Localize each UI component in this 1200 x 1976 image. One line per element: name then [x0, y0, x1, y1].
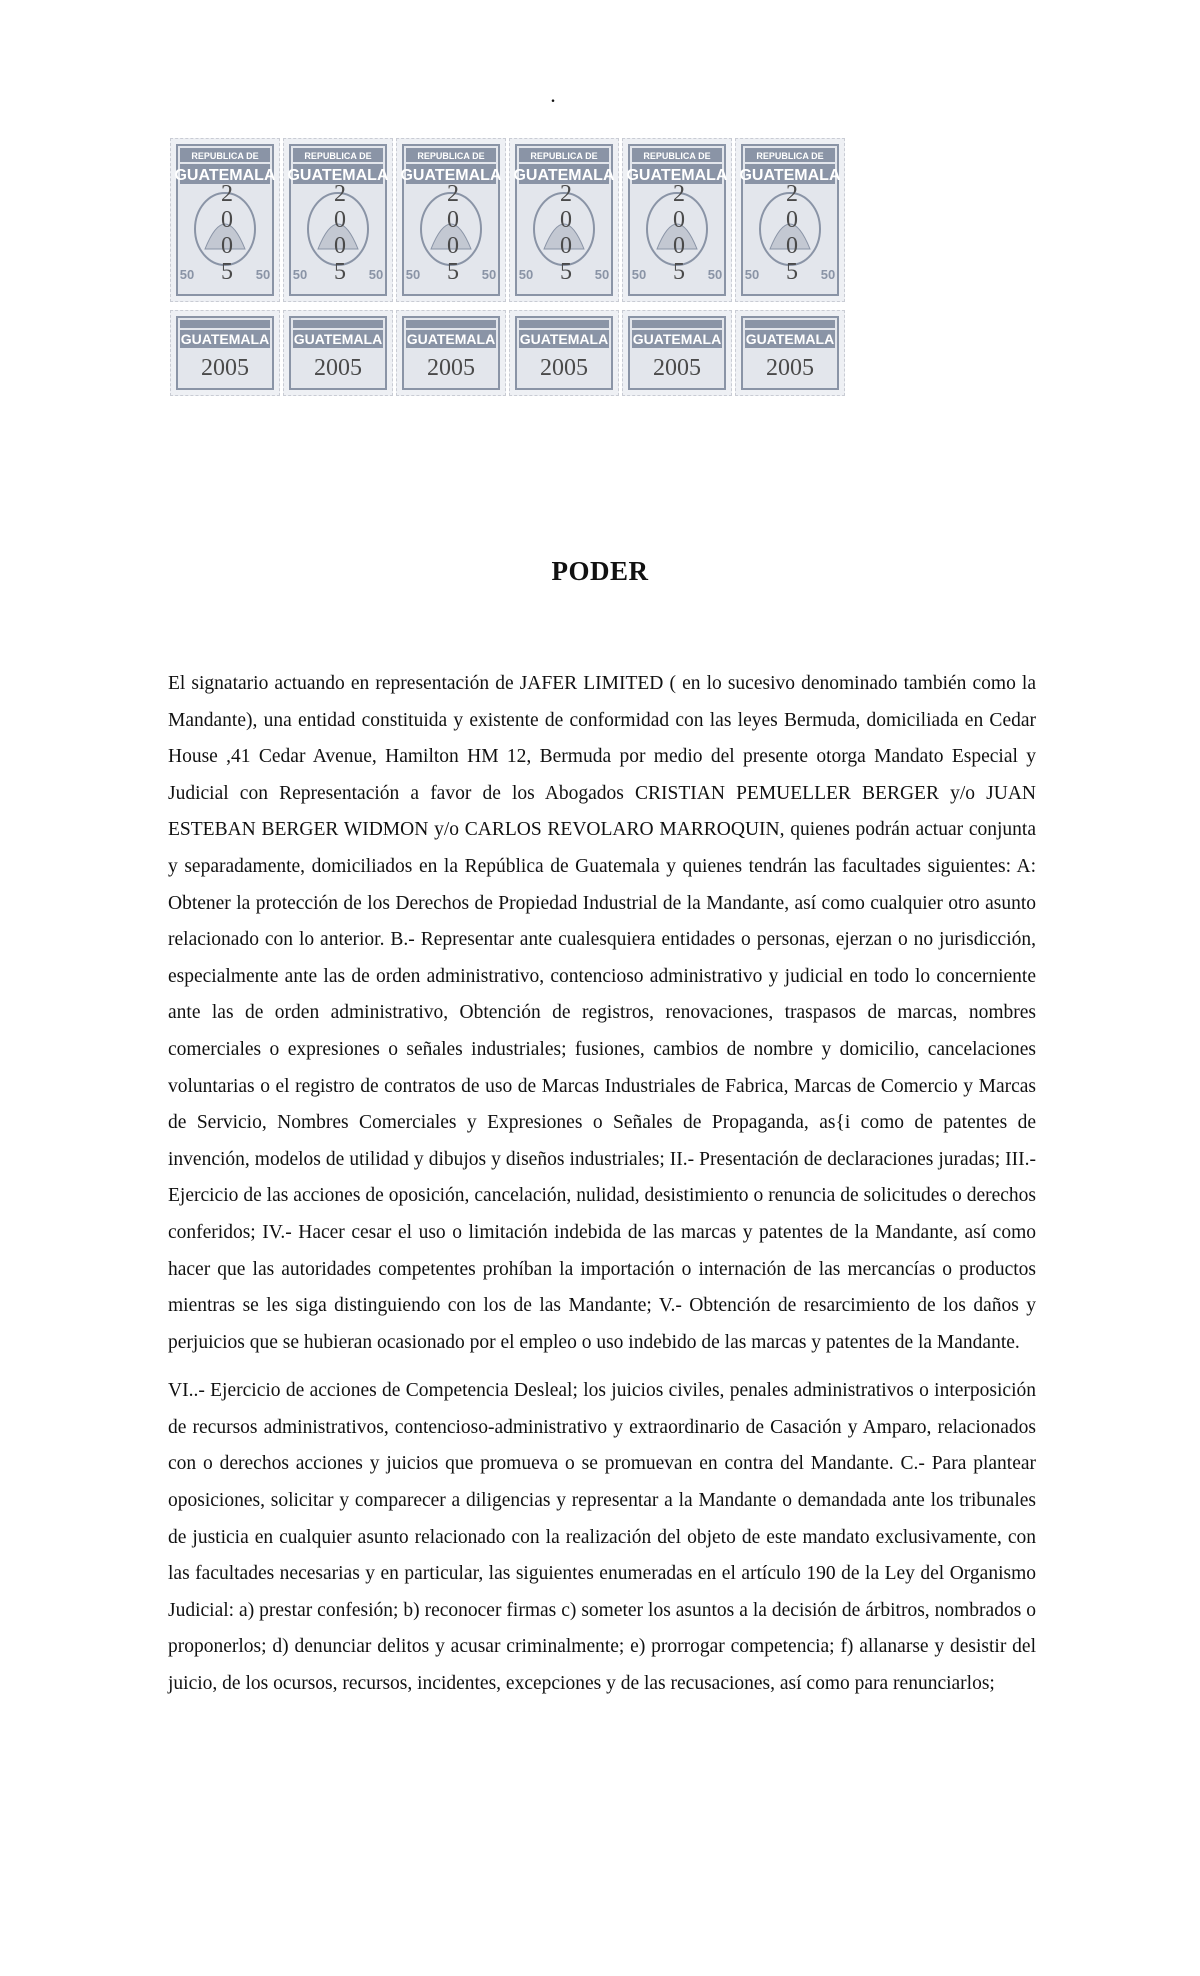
- stamp-3: [396, 138, 506, 396]
- stamp-upper: [622, 138, 732, 302]
- stamp-overprint-digit: 2: [334, 181, 346, 207]
- stamp-overprint-digit: 0: [560, 207, 572, 233]
- stamp-value-right: 50: [368, 267, 384, 282]
- document-title: PODER: [551, 556, 649, 586]
- stamp-lower-name: GUATEMALA: [180, 331, 270, 347]
- stamp-overprint-digit: 5: [560, 259, 572, 285]
- stamp-lower-year: 2005: [201, 355, 249, 381]
- stamp-5: [622, 138, 732, 396]
- stamp-overprint-digit: 5: [673, 259, 685, 285]
- stamp-lower: [735, 310, 845, 396]
- stamp-overprint-digit: 0: [447, 233, 459, 259]
- stamp-upper: [283, 138, 393, 302]
- stamp-value-left: 50: [631, 267, 647, 282]
- stamp-value-left: 50: [405, 267, 421, 282]
- paragraph-1: El signatario actuando en representación de JAFER LIMITED ( en lo sucesivo denominado también como la Mandante), una entidad constituida y existente de conformidad con las leyes Bermuda, domiciliada en Cedar House ,41 Cedar Avenue, Hamilton HM 12, Bermuda por medio del presente otorga Mandato Especial y Judicial con Representación a favor de los Abogados CRISTIAN PEMUELLER BERGER y/o JUAN ESTEBAN BERGER WIDMON y/o CARLOS REVOLARO MARROQUIN, quienes podrán actuar conjunta y separadamente, domiciliados en la República de Guatemala y quienes tendrán las facultades siguientes: A: Obtener la protección de los Derechos de Propiedad Industrial de la Mandante, así como cualquier otro asunto relacionado con lo anterior. B.- Representar ante cualesquiera entidades o personas, ejerzan o no jurisdicción, especialmente ante las de orden administrativo, contencioso administrativo y judicial en todo lo concerniente ante las de orden administrativo, Obtención de registros, renovaciones, traspasos de marcas, nombres comerciales o expresiones o señales industriales; fusiones, cambios de nombre y domicilio, cancelaciones voluntarias o el registro de contratos de uso de Marcas Industriales de Fabrica, Marcas de Comercio y Marcas de Servicio, Nombres Comerciales y Expresiones o Señales de Propaganda, as{i como de patentes de invención, modelos de utilidad y dibujos y diseños industriales; II.- Presentación de declaraciones juradas; III.- Ejercicio de las acciones de oposición, cancelación, nulidad, desistimiento o renuncia de solicitudes o derechos conferidos; IV.- Hacer cesar el uso o limitación indebida de las marcas y patentes de la Mandante, así como hacer que las autoridades competentes prohíban la importación o internación de las mercancías o productos mientras se les siga distinguiendo con los de las Mandante; V.- Obtención de resarcimiento de los daños y perjuicios que se hubieran ocasionado por el empleo o uso indebido de las marcas y patentes de la Mandante.: [168, 673, 1036, 1353]
- stamp-overprint-digit: 0: [447, 207, 459, 233]
- stamp-2: [283, 138, 393, 396]
- stamp-lower-name: GUATEMALA: [293, 331, 383, 347]
- stamp-lower: [622, 310, 732, 396]
- stamp-value-right: 50: [481, 267, 497, 282]
- stamp-value-left: 50: [179, 267, 195, 282]
- stamp-overprint-digit: 5: [786, 259, 798, 285]
- stamp-overprint-digit: 2: [447, 181, 459, 207]
- stamp-overprint-digit: 2: [786, 181, 798, 207]
- stamp-upper: [735, 138, 845, 302]
- stamp-value-right: 50: [255, 267, 271, 282]
- stamp-1: [170, 138, 280, 396]
- stamp-lower: [283, 310, 393, 396]
- stamp-overprint-digit: 2: [673, 181, 685, 207]
- stamp-country-text: REPUBLICA DE: [530, 151, 598, 161]
- stamp-overprint-digit: 2: [221, 181, 233, 207]
- stamp-country-text: REPUBLICA DE: [756, 151, 824, 161]
- stamp-lower: [170, 310, 280, 396]
- document-body: [168, 666, 1036, 1715]
- stamp-lower-name: GUATEMALA: [519, 331, 609, 347]
- stamp-overprint-digit: 5: [447, 259, 459, 285]
- stamp-name-text: GUATEMALA: [287, 167, 389, 184]
- stamp-overprint-digit: 0: [560, 233, 572, 259]
- stamp-country-text: REPUBLICA DE: [643, 151, 711, 161]
- stamp-country-text: REPUBLICA DE: [191, 151, 259, 161]
- stamp-value-right: 50: [707, 267, 723, 282]
- stamp-upper: [396, 138, 506, 302]
- stamp-lower-year: 2005: [314, 355, 362, 381]
- paragraph-2: VI..- Ejercicio de acciones de Competencia Desleal; los juicios civiles, penales administrativos o interposición de recursos administrativos, contencioso-administrativo y extraordinario de Casación y Amparo, relacionados con o derechos acciones y juicios que promueva o se promuevan en contra del Mandante. C.- Para plantear oposiciones, solicitar y comparecer a diligencias y representar a la Mandante o demandada ante los tribunales de justicia en cualquier asunto relacionado con la realización del objeto de este mandato exclusivamente, con las facultades necesarias y en particular, las siguientes enumeradas en el artículo 190 de la Ley del Organismo Judicial: a) prestar confesión; b) reconocer firmas c) someter los asuntos a la decisión de árbitros, nombrados o proponerlos; d) denunciar delitos y acusar criminalmente; e) prorrogar competencia; f) allanarse y desistir del juicio, de los ocursos, recursos, incidentes, excepciones y de las recusaciones, así como para renunciarlos;: [168, 1380, 1036, 1695]
- stamp-lower-year: 2005: [766, 355, 814, 381]
- stamp-overprint-digit: 5: [334, 259, 346, 285]
- stamp-lower-name: GUATEMALA: [632, 331, 722, 347]
- stamp-lower: [396, 310, 506, 396]
- stamp-name-text: GUATEMALA: [513, 167, 615, 184]
- stamp-value-left: 50: [518, 267, 534, 282]
- stamp-overprint-digit: 0: [786, 233, 798, 259]
- stamp-overprint-digit: 0: [334, 233, 346, 259]
- stamp-value-left: 50: [292, 267, 308, 282]
- stamp-lower-year: 2005: [653, 355, 701, 381]
- stamp-overprint-digit: 5: [221, 259, 233, 285]
- stamp-upper: [170, 138, 280, 302]
- header-dot: .: [550, 82, 556, 107]
- stamp-4: [509, 138, 619, 396]
- tax-stamps-row: [170, 138, 850, 396]
- stamp-lower-year: 2005: [540, 355, 588, 381]
- stamp-value-right: 50: [820, 267, 836, 282]
- stamp-6: [735, 138, 845, 396]
- stamp-overprint-digit: 0: [786, 207, 798, 233]
- stamp-overprint-digit: 0: [673, 207, 685, 233]
- stamp-value-right: 50: [594, 267, 610, 282]
- stamp-overprint-digit: 2: [560, 181, 572, 207]
- stamp-name-text: GUATEMALA: [626, 167, 728, 184]
- stamp-upper: [509, 138, 619, 302]
- stamp-lower-year: 2005: [427, 355, 475, 381]
- stamp-overprint-digit: 0: [221, 207, 233, 233]
- stamp-country-text: REPUBLICA DE: [417, 151, 485, 161]
- stamp-value-left: 50: [744, 267, 760, 282]
- stamp-overprint-digit: 0: [673, 233, 685, 259]
- stamp-overprint-digit: 0: [334, 207, 346, 233]
- stamp-lower: [509, 310, 619, 396]
- stamp-overprint-digit: 0: [221, 233, 233, 259]
- stamp-name-text: GUATEMALA: [739, 167, 841, 184]
- stamp-country-text: REPUBLICA DE: [304, 151, 372, 161]
- stamp-name-text: GUATEMALA: [174, 167, 276, 184]
- stamp-name-text: GUATEMALA: [400, 167, 502, 184]
- stamp-lower-name: GUATEMALA: [406, 331, 496, 347]
- stamp-lower-name: GUATEMALA: [745, 331, 835, 347]
